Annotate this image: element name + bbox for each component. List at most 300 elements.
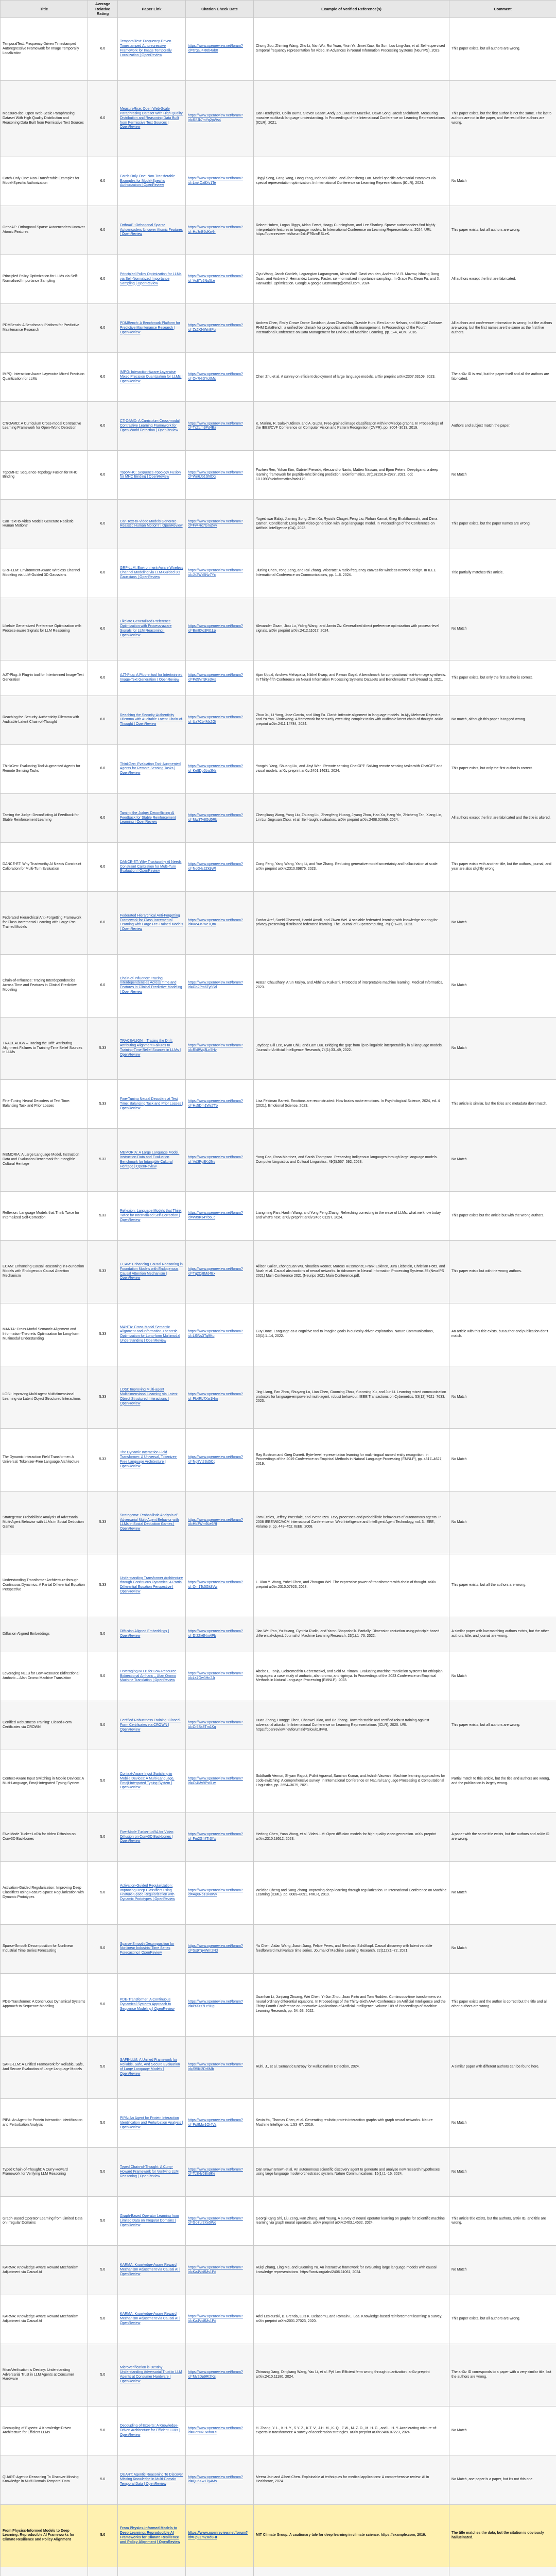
table-row: [1, 1652, 556, 1701]
table-row: [1, 402, 556, 451]
cell-comment: Title partially matches this article.: [449, 549, 556, 598]
paper-link[interactable]: Chain-of-Influence: Tracing Interdependencies Across Time and Features in Clinical Predictive Modeling | OpenReview: [118, 954, 186, 1017]
paper-link[interactable]: LOSI: Improving Multi-agent Multidimensional Learning via Latent Object Structured Interactions | OpenReview: [118, 1366, 186, 1429]
cell-example-reference: Cong Feng, Yang Wang, Yang Li, and Yue Zhang. Reducing generative model uncertainty and hallucination at scale. arXiv preprint arXiv:2310.09876, 2023.: [254, 843, 449, 892]
cell-rating: 5.0: [88, 2197, 118, 2246]
cell-rating: 6.0: [88, 500, 118, 549]
table-row: [1, 2148, 556, 2197]
paper-link[interactable]: Strategema: Probabilistic Analysis of Adversarial Multi-Agent Behavior with LLMs in Social Deduction Games | OpenReview: [118, 1492, 186, 1554]
cell-rating: 6.0: [88, 793, 118, 842]
cell-example-reference: Chen Zhu et al. A survey on efficient deployment of large language models. arXiv preprint arXiv:2307.03109, 2023.: [254, 353, 449, 402]
citation-check-link[interactable]: https://www.openreview.net/forum?id=Hp3nB6dKw9r: [186, 206, 254, 255]
cell-example-reference: Ariel Lesieurski, B. Brenda, Luis K. Delasomu, and Romain L. Lea. Knowledge-based reinforcement learning: a survey. arXiv preprint arXiv:2001.27023, 2020.: [254, 2295, 449, 2344]
cell-rating: 5.0: [88, 2246, 118, 2295]
cell-comment: This article title exists, but the authors, arXiv ID, and title are wrong.: [449, 2197, 556, 2246]
cell-title: MEMORIA: A Large Language Model, Instruction Data and Evaluation Benchmark for Intangible Cultural Heritage: [1, 1129, 88, 1192]
table-row: [1, 843, 556, 892]
cell-title: KARMA: Knowledge-Aware Reward Mechanism Adjustment via Causal AI: [1, 2295, 88, 2344]
cell-title: CTrOAMD: A Curriculum Cross-modal Contrastive Learning Framework for Open-World Detection: [1, 402, 88, 451]
cell-title: Diffusion Aligned Embeddings: [1, 1617, 88, 1652]
cell-example-reference: Meera Jain and Albert Chen. Explainable ai techniques for medical applications: A comprehensive review. AI in Healthcare, 2024.: [254, 2455, 449, 2504]
citation-check-link[interactable]: https://www.openreview.net/forum?id=Hs5Dm1Wc7Tp: [186, 1080, 254, 1129]
citation-check-link[interactable]: https://www.openreview.net/forum?id=Ct4Mv9Ps6Lw: [186, 1750, 254, 1813]
paper-link[interactable]: IMPQ: Interaction-Aware Layerwise Mixed Precision Quantization for LLMs | OpenReview: [118, 353, 186, 402]
cell-rating: 5.33: [88, 1492, 118, 1554]
table-row: [1, 1750, 556, 1813]
cell-rating: 6.0: [88, 18, 118, 80]
cell-comment: This article is similar, but the titles and metadata don't match.: [449, 1080, 556, 1129]
cell-example-reference: Liangming Pan, Haolin Wang, and Yong Feng Zhang. Refreshing correcting in the wave of LLMs: what we know today and what's next. arXiv preprint arXiv:2406.01297, 2024.: [254, 1192, 449, 1241]
table-row: [1, 2197, 556, 2246]
header-rating: Average Relative Rating: [88, 1, 118, 18]
cell-rating: 5.33: [88, 1192, 118, 1241]
cell-title: OrthoAE: Orthogonal Sparse Autoencoders Uncover Atomic Features: [1, 206, 88, 255]
cell-rating: 6.0: [88, 402, 118, 451]
cell-comment: No Match: [449, 1652, 556, 1701]
cell-example-reference: L. Xiao Y. Wang, Yubei Chen, and Zhouguo Wei. The expressive power of transformers with chain of thought. arXiv preprint arXiv:2310.07923, 2023.: [254, 1554, 449, 1617]
table-row: [1, 2406, 556, 2455]
table-row: [1, 954, 556, 1017]
citation-check-link[interactable]: https://www.openreview.net/forum?id=Pp8Mw1Qt4Va: [186, 2099, 254, 2148]
cell-comment: All authors except the first are fabricated and the title is altered.: [449, 793, 556, 842]
cell-example-reference: Ruhl, J., et al. Semantic Entropy for Hallucination Detection, 2024.: [254, 2036, 449, 2099]
table-row: [1, 1617, 556, 1652]
citation-check-link[interactable]: https://www.openreview.net/forum?id=Qu6Xw1Ty4Ms: [186, 2455, 254, 2504]
cell-rating: 5.0: [88, 2099, 118, 2148]
table-row: [1, 1192, 556, 1241]
cell-comment: No Match: [449, 2099, 556, 2148]
cell-title: KARMA: Knowledge-Aware Reward Mechanism Adjustment via Causal AI: [1, 2246, 88, 2295]
cell-example-reference: Zhimang Jiang, Dingkang Wang, Yau Li, et al. Pyli Lm: Efficient ferm wrong through quantization. arXiv preprint arXiv:2410.11180, 2024.: [254, 2344, 449, 2406]
citation-check-link[interactable]: https://www.openreview.net/forum?id=Nq6Hs2Zk9Wf: [186, 843, 254, 892]
cell-title: Context-Aware Input Switching in Mobile Devices: A Multi-Language, Emoji-Integrated Typing System: [1, 1750, 88, 1813]
table-row: [1, 549, 556, 598]
paper-link[interactable]: Activation-Guided Regularization: Improving Deep Classifiers using Feature-Space Regularization with Dynamic Prototypes | OpenReview: [118, 1861, 186, 1924]
cell-comment: This paper exists, but all authors are wrong.: [449, 206, 556, 255]
cell-title: Sparse-Smooth Decomposition for Nonlinear Industrial Time Series Forecasting: [1, 1924, 88, 1973]
table-row: [1, 304, 556, 353]
table-row: [1, 1241, 556, 1303]
paper-link[interactable]: Sparse-Smooth Decomposition for Nonlinear Industrial Time Series Forecasting | OpenReview: [118, 1924, 186, 1973]
cell-comment: No Match: [449, 451, 556, 500]
cell-example-reference: [254, 2567, 449, 2576]
table-row: [1, 1973, 556, 2036]
cell-example-reference: Chong Zou, Zhiming Wang, Zhu Li, Nan Wu, Rui Yuan, Yixin Ye, Jimei Xiao, Bo Sun, Luo Ling-Jun, et al. Self-supervised temporal frequency representation for video. In Advances in Neural Information Processing Systems (NeurIPS), 2023.: [254, 18, 449, 80]
cell-comment: No Match: [449, 1366, 556, 1429]
cell-example-reference: H. Zhang, Y. L., K.H. Y., S.Y. Z., K.T. V., J.H. M., K. Q., Z.W., M. Z. D., M. H. G., and L. H. Y. Accelerating mixture-of-experts in transformers: A survey of acceleration strategies. arXiv preprint arXiv:2406.07223, 2024.: [254, 2406, 449, 2455]
cell-title: Strategema: Probabilistic Analysis of Adversarial Multi-Agent Behavior with LLMs in Social Deduction Games: [1, 1492, 88, 1554]
citation-check-link[interactable]: https://www.openreview.net/forum?id=Qm1Tc5Gk8Vw: [186, 1554, 254, 1617]
cell-rating: 5.0: [88, 2036, 118, 2099]
cell-comment: This paper exists, but the first author is not the same. The last 5 authors are not in the paper, and the rest of the authors are wrong.: [449, 80, 556, 157]
cell-rating: 5.0: [88, 2295, 118, 2344]
citation-check-link[interactable]: https://www.openreview.net/forum?id=Xe4Jr7Vc1Qm: [186, 892, 254, 955]
cell-comment: No Match: [449, 1017, 556, 1080]
cell-example-reference: Ajan Uppal, Anshwa Mehapatia, Nikhel Kvarp, and Pawan Goyal. A benchmark for compositional text-to-image synthesis. In Thirty-fifth Conference on Neural Information Processing Systems Datasets and Benchmarks Track (Round 1), 2021.: [254, 660, 449, 696]
table-row: [1, 451, 556, 500]
table-row: [1, 1924, 556, 1973]
citation-check-link[interactable]: https://www.openreview.net/forum?id=Hb3Wm9Le6Rf: [186, 1492, 254, 1554]
cell-rating: 6.0: [88, 892, 118, 955]
citation-check-link[interactable]: https://www.openreview.net/forum?id=Ng8Vt2Sd5Cq: [186, 1429, 254, 1492]
citation-check-link[interactable]: https://www.openreview.net/forum?id=Pd5Vn9Ke3Hs: [186, 660, 254, 696]
cell-example-reference: Guy Done. Language as a cognitive tool to imagine goals in curiosity-driven exploration. Nature Communications, 13(1):1–14, 2022.: [254, 1303, 449, 1366]
cell-comment: A similar paper with low-matching authors exists, but the other authors, title, and journal are wrong.: [449, 1617, 556, 1652]
cell-rating: 6.0: [88, 549, 118, 598]
citation-check-link[interactable]: https://www.openreview.net/forum?id=Ke9Dp6Lw3Nz: [186, 744, 254, 793]
cell-example-reference: Yongzhi Yang, Shuang Liu, and Jiayi Wen. Remote sensing ChatGPT: Solving remote sensing tasks with ChatGPT and visual models. arXiv preprint arXiv:2401.14631, 2024.: [254, 744, 449, 793]
cell-comment: No match, although this paper is tagged wrong.: [449, 696, 556, 744]
paper-link[interactable]: PDMBench: A Benchmark Platform for Predictive Maintenance Research | OpenReview: [118, 304, 186, 353]
cell-rating: 6.0: [88, 744, 118, 793]
cell-comment: No Match: [449, 598, 556, 660]
cell-title: Typed Chain-of-Thought: A Curry-Howard Framework for Verifying LLM Reasoning: [1, 2148, 88, 2197]
cell-rating: 5.33: [88, 1429, 118, 1492]
paper-link[interactable]: Can Text-to-Video Models Generate Realistic Human Motion? | OpenReview: [118, 500, 186, 549]
cell-title: Fine-Tuning Neural Decoders at Test Time: Balancing Task and Prior Losses: [1, 1080, 88, 1129]
cell-example-reference: Lisa Feldman Barrett. Emotions are reconstructed: How brains make emotions. In Psychological Science, 2024, ed. 4 (2021), Emotional Science, 2023.: [254, 1080, 449, 1129]
paper-link[interactable]: Graph-Based Operator Learning from Limited Data on Irregular Domains | OpenReview: [118, 2197, 186, 2246]
table-row: [1, 2504, 556, 2567]
cell-rating: 5.0: [88, 1924, 118, 1973]
citation-check-link[interactable]: https://www.openreview.net/forum?id=Fp9Zm2Kd6Ht: [186, 2504, 254, 2567]
citation-check-link[interactable]: https://www.openreview.net/forum?id=Wt9Ks4Yb6Lc: [186, 1192, 254, 1241]
table-row: [1, 892, 556, 955]
cell-comment: No Match: [449, 1129, 556, 1192]
table-row: [1, 2344, 556, 2406]
citation-check-link[interactable]: https://www.openreview.net/forum?id=Mv2Dp9Rt7Ks: [186, 2344, 254, 2406]
paper-link[interactable]: TRACEALIGN – Tracing the Drift: Attributing Alignment Failures to Training-Time Belief Sources in LLMs | OpenReview: [118, 1017, 186, 1080]
table-row: [1, 1017, 556, 1080]
cell-rating: 5.0: [88, 2504, 118, 2567]
citation-check-link[interactable]: https://www.openreview.net/forum?id=Qk7Hr3Yc6Ms: [186, 353, 254, 402]
cell-title: QUART: Agentic Reasoning To Discover Missing Knowledge in Multi-Domain Temporal Data: [1, 2455, 88, 2504]
paper-link[interactable]: From Physics-Informed Models to Deep Learning: Reproducible AI Frameworks for Climate Resilience and Policy Alignment | OpenReview: [118, 2504, 186, 2567]
cell-title: Activation-Guided Regularization: Improving Deep Classifiers using Feature-Space Regularization with Dynamic Prototypes: [1, 1861, 88, 1924]
citation-check-link[interactable]: https://www.openreview.net/forum?id=Fy4Rc7Gm2Hv: [186, 500, 254, 549]
paper-link[interactable]: Five-Mode Tucker-LoRA for Video Diffusion on Conv3D Backbones | OpenReview: [118, 1812, 186, 1861]
cell-example-reference: Weixiao Cheng and Song Zhang. Improving deep learning through regularization. In International Conference on Machine Learning (ICML), pp. 8089–8091. PMLR, 2019.: [254, 1861, 449, 1924]
cell-comment: A similar paper with different authors can be found here.: [449, 2036, 556, 2099]
cell-title: Likelate Generalized Preference Optimization with Process-aware Signals for LLM Reasoning: [1, 598, 88, 660]
table-row: [1, 1492, 556, 1554]
cell-title: Can Text-to-Video Models Generate Realistic Human Motion?: [1, 500, 88, 549]
citation-check-link[interactable]: https://www.openreview.net/forum?id=Mw3Ty8Gd5Rb: [186, 793, 254, 842]
table-row: [1, 157, 556, 206]
table-row: [1, 1129, 556, 1192]
citation-check-link[interactable]: https://www.openreview.net/forum?id=Tx2Lm9Pd4Ba: [186, 402, 254, 451]
table-row: [1, 660, 556, 696]
cell-example-reference: MIT Climate Group. A cautionary tale for deep learning in climate science. https://example.com, 2019.: [254, 2504, 449, 2567]
paper-link[interactable]: DANCE-ET: Why Trustworthy AI Needs Constraint Calibration for Multi-Turn Evaluation | OpenReview: [118, 843, 186, 892]
paper-link[interactable]: Catch-Only-One: Non-Transferable Examples for Model-Specific Authorization | OpenReview: [118, 157, 186, 206]
cell-title: ECAM: Enhancing Causal Reasoning in Foundation Models with Endogenous Causal Attention Mechanism: [1, 1241, 88, 1303]
paper-link[interactable]: GRF-LLM: Environment-Aware Wireless Channel Modeling via LLM-Guided 3D Gaussians | OpenReview: [118, 549, 186, 598]
citation-check-link[interactable]: https://www.openreview.net/forum?id=Bm8Xq3Rt1Lp: [186, 598, 254, 660]
cell-rating: 6.0: [88, 353, 118, 402]
citation-check-link[interactable]: https://www.openreview.net/forum?id=Ka4Vc8Ms1Pd: [186, 2295, 254, 2344]
cell-example-reference: Andrew Chen, Emily Crowe Dome Davidson, Arun Chavaldan, Dravide Hurs. Ben Lamar Nelson, and Mihayal Zarkrawi. PHM DataBench: a unified benchmark for prognostics and health management. In Proceedings of the Fourth International Conference on Data Management for End-to-End Machine Learning, pp. 1–4, ACM, 2016.: [254, 304, 449, 353]
table-row: [1, 1429, 556, 1492]
cell-comment: This paper exists, but all the authors are wrong.: [449, 1554, 556, 1617]
paper-link[interactable]: SAFE-LLM: A Unified Framework for Reliable, Safe, And Secure Evaluation of Large Language Models | OpenReview: [118, 2036, 186, 2099]
citation-check-link[interactable]: https://www.openreview.net/forum?id=Ls7Qw3Hn2Jr: [186, 1652, 254, 1701]
citation-check-link[interactable]: https://www.openreview.net/forum?id=Pk4Rb7Xw1Hm: [186, 1366, 254, 1429]
cell-title: TemporalText: Frequency-Driven Timestamped Autoregressive Framework for Image Temporally Localization: [1, 18, 88, 80]
cell-comment: No Match: [449, 892, 556, 955]
paper-link[interactable]: ECAM: Enhancing Causal Reasoning in Foundation Models with Endogenous Causal Attention Mechanism | OpenReview: [118, 1241, 186, 1303]
paper-link[interactable]: OrthoAE: Orthogonal Sparse Autoencoders Uncover Atomic Features | OpenReview: [118, 206, 186, 255]
cell-rating: 5.33: [88, 1129, 118, 1192]
cell-example-reference: Aratan Chaudhary, Arun Mallya, and Abhinav Kulkarni. Protocols of interpretable machine learning. Medical Informatics, 2023.: [254, 954, 449, 1017]
cell-comment: This paper exists, but all authors are wrong.: [449, 2295, 556, 2344]
table-row: [1, 744, 556, 793]
paper-link[interactable]: MEMORIA: A Large Language Model, Instruction Data and Evaluation Benchmark for Intangible Cultural Heritage | OpenReview: [118, 1129, 186, 1192]
cell-example-reference: Huan Zhang, Hongge Chen, Chaowei Xiao, and Bo Zhang. Towards stable and certified robust training against adversarial attacks. In International Conference on Learning Representations (ICLR), 2020. URL https://openreview.net/forum?id=Skxuk1rFwB.: [254, 1701, 449, 1750]
cell-rating: 5.33: [88, 1554, 118, 1617]
table-row: [1, 1554, 556, 1617]
cell-example-reference: Ray Bostrom and Greg Durrett. Byte-level representation learning for multi-lingual named entity recognition. In Proceedings of the 2019 Conference on Empirical Methods in Natural Language Processing (EMNLP), pp. 4617–4627, 2019.: [254, 1429, 449, 1492]
paper-link[interactable]: PDE-Transformer: A Continuous Dynamical Systems Approach to Sequence Modeling | OpenReview: [118, 1973, 186, 2036]
cell-rating: 5.0: [88, 2344, 118, 2406]
cell-title: Understanding Transformer Architecture through Continuous Dynamics: A Partial Differential Equation Perspective: [1, 1554, 88, 1617]
cell-comment: No Match: [449, 1861, 556, 1924]
cell-comment: No Match: [449, 1429, 556, 1492]
cell-rating: 5.0: [88, 1617, 118, 1652]
citation-check-link[interactable]: https://www.openreview.net/forum?id=Ua7Cb4Mx2Gt: [186, 696, 254, 744]
cell-title: Certified Robustness Training: Closed-Form Certificates via CROWN: [1, 1701, 88, 1750]
cell-rating: 5.0: [88, 1812, 118, 1861]
cell-rating: 5.33: [88, 1080, 118, 1129]
citation-check-link[interactable]: https://www.openreview.net/forum?id=Ag6Nb1Dk8Wv: [186, 1861, 254, 1924]
cell-example-reference: Yu Chen, Aidan Wang, Jiaxin Jiang, Felipe Peres, and Bernhard Schölkopf. Causal discovery with latent variable feedforward multivariate time series. Journal of Machine Learning Research, 22(112):1–72, 2021.: [254, 1924, 449, 1973]
citation-check-link[interactable]: https://www.openreview.net/forum?id=Ka4Vc8Ms1Pd: [186, 2246, 254, 2295]
cell-title: Decoupling of Experts: A Knowledge-Driven Architecture for Efficient LLMs: [1, 2406, 88, 2455]
paper-link[interactable]: The Dynamic Interaction Field Transformer: A Universal, Tokenizer-Free Language Architecture | OpenReview: [118, 1429, 186, 1492]
cell-title: Reaching the Security-Authenticity Dilemma with Auditable Latent Chain-of-Thought: [1, 696, 88, 744]
cell-title: SAFE-LLM: A Unified Framework for Reliable, Safe, And Secure Evaluation of Large Language Models: [1, 2036, 88, 2099]
cell-example-reference: Jian Wei Pan, Yu Huang, Cynthia Rudin, and Yaron Shaposhnik. Partially: Dimension reduction using principle-based differential-object. Journal of Machine Learning Research, 23(1):1–73, 2022.: [254, 1617, 449, 1652]
cell-title: PDMBench: A Benchmark Platform for Predictive Maintenance Research: [1, 304, 88, 353]
citation-check-link[interactable]: https://www.openreview.net/forum?id=De5Nk3Wb8Lc: [186, 2406, 254, 2455]
paper-link[interactable]: MeasureRise: Open Web-Scale Paraphrasing Dataset With High Quality Distribution and Reasoning Data Built from Permissive Text Sources | OpenReview: [118, 80, 186, 157]
citation-check-link[interactable]: https://www.openreview.net/forum?id=Tc3Hy6Bn9Ke: [186, 2148, 254, 2197]
citation-check-link[interactable]: https://www.openreview.net/forum?id=Jk2Ws5Nz7Yc: [186, 549, 254, 598]
cell-comment: The title matches the data, but the citation is obviously hallucinated.: [449, 2504, 556, 2567]
cell-comment: No Match: [449, 954, 556, 1017]
paper-link[interactable]: CTrOAMD: A Curriculum Cross-modal Contrastive Learning Framework for Open-World Detection | OpenReview: [118, 402, 186, 451]
paper-link[interactable]: Decoupling of Experts: A Knowledge-Driven Architecture for Efficient LLMs | OpenReview: [118, 2406, 186, 2455]
cell-title: LOSI: Improving Multi-agent Multidimensional Learning via Latent Object Structured Interactions: [1, 1366, 88, 1429]
paper-link[interactable]: Diffusion Aligned Embeddings | OpenReview: [118, 1617, 186, 1652]
paper-link[interactable]: Principled Policy Optimization for LLMs via Self-Normalized Importance Sampling | OpenReview: [118, 255, 186, 304]
cell-rating: 6.0: [88, 660, 118, 696]
table-body: [1, 18, 556, 2576]
citation-check-link[interactable]: https://www.openreview.net/forum?id=Fm2Gh7Tr3Yx: [186, 1812, 254, 1861]
paper-link[interactable]: TemporalText: Frequency-Driven Timestamped Autoregressive Framework for Image Temporally Localization | OpenReview: [118, 18, 186, 80]
cell-title: Catch-Only-One: Non-Transferable Examples for Model-Specific Authorization: [1, 157, 88, 206]
header-paper-link: Paper Link: [118, 1, 186, 18]
citation-check-link[interactable]: https://www.openreview.net/forum?id=Tq2Cj8Md4Ex: [186, 1241, 254, 1303]
cell-rating: 5.0: [88, 1973, 118, 2036]
paper-link[interactable]: Certified Robustness Training: Closed-Form Certificates via CROWN | OpenReview: [118, 1701, 186, 1750]
cell-comment: No Match: [449, 1492, 556, 1554]
citation-check-link[interactable]: https://www.openreview.net/forum?id=Lf6Ns3Tq9Ku: [186, 1303, 254, 1366]
paper-link[interactable]: Understanding Transformer Architecture through Continuous Dynamics: A Partial Differential Equation Perspective | OpenReview: [118, 1554, 186, 1617]
table-row: [1, 598, 556, 660]
cell-rating: 6.0: [88, 598, 118, 660]
cell-title: Principled Policy Optimization for LLMs via Self-Normalized Importance Sampling: [1, 255, 88, 304]
cell-example-reference: Yang Cao, Rosa Martinez, and Sarah Thompson. Preserving indigenous languages through large language models. Computer Linguistics and Cultural Linguistics, 49(3):567–592, 2023.: [254, 1129, 449, 1192]
citation-check-link[interactable]: https://www.openreview.net/forum?id=Lm4Qz8Xv1Te: [186, 157, 254, 206]
table-row: [1, 2295, 556, 2344]
paper-link[interactable]: Reaching the Security-Authenticity Dilemma with Auditable Latent Chain-of-Thought | OpenReview: [118, 696, 186, 744]
citation-check-link[interactable]: [186, 2567, 254, 2576]
cell-title: Federated Hierarchical Anti-Forgetting Framework for Class-Incremental Learning with Large Pre-Trained Models: [1, 892, 88, 955]
paper-link[interactable]: PIPA: An Agent for Protein Interaction Identification and Perturbation Analysis | OpenReview: [118, 2099, 186, 2148]
cell-example-reference: Dan Hendrycks, Collin Burns, Steven Basart, Andy Zou, Mantas Mazeika, Dawn Song, Jacob Steinhardt. Measuring massive multitask language understanding. In Proceedings of the International Conference on Learning Representations (ICLR), 2021.: [254, 80, 449, 157]
cell-example-reference: Xuanhan Li, Junjiang Zhuang, Wei Chen, Yi-Jun Zhou, Joao Pinto and Tom Rodden. Continuous-time transformers via neural ordinary differential equations. In Proceedings of the Thirty-Sixth AAAI Conference on Artificial Intelligence and the Thirty-Fourth Conference on Innovative Applications of Artificial Intelligence, volume 109 of Proceedings of Machine Learning Research, pp. 54–63, 2022.: [254, 1973, 449, 2036]
table-row: [1, 2567, 556, 2576]
cell-rating: 5.0: [88, 2455, 118, 2504]
cell-rating: 6.0: [88, 80, 118, 157]
cell-comment: This paper exists but with the wrong authors.: [449, 1241, 556, 1303]
cell-title: Five-Mode Tucker-LoRA for Video Diffusion on Conv3D Backbones: [1, 1812, 88, 1861]
paper-link[interactable]: Likelate Generalized Preference Optimization with Process-aware Signals for LLM Reasoning | OpenReview: [118, 598, 186, 660]
header-comment: Comment: [449, 1, 556, 18]
cell-example-reference: Fardar Aref, Saeid Ghasemi, Hamid Amoli, and Ziwen Wei. A scalable federated learning with knowledge sharing for privacy-preserving distributed federated learning. The Journal of Supercomputing, 79(1):1–25, 2023.: [254, 892, 449, 955]
cell-rating: 5.33: [88, 1241, 118, 1303]
cell-title: ThinkGen: Evaluating Tool-Augmented Agents for Remote Sensing Tasks: [1, 744, 88, 793]
cell-comment: This paper exists, but only the first author is correct.: [449, 744, 556, 793]
paper-link[interactable]: Taming the Judge: Deconflicting AI Feedback for Stable Reinforcement Learning | OpenReview: [118, 793, 186, 842]
citation-check-link[interactable]: https://www.openreview.net/forum?id=Wn6Jb1Sf8Dq: [186, 451, 254, 500]
cell-example-reference: Tom Eccles, Jeffrey Tweedale, and Yvette Izza. Levy processes and probabilistic behaviours of autonomous agents. In 2008 IEEE/WIC/ACM International Conference on Web Intelligence and Intelligent Agent Technology, vol. 3. IEEE, Volume 3, pp. 449–452. IEEE, 2008.: [254, 1492, 449, 1554]
paper-link[interactable]: MicroVerification is Destiny: Understanding Adversarial Trust in LLM Agents at Consumer Hardware | OpenReview: [118, 2344, 186, 2406]
cell-example-reference: Yogeshwar Balaji, Jiaming Song, Zhen Xu, Ryuichi Chugei, Feng Liu, Rohan Kamat, Greg Bhakthamschi, and Dima Damen. Conditional: Long-form video generation with large language model. In Proceedings of the Conference on Artificial Intelligence (CA), 2023.: [254, 500, 449, 549]
table-row: [1, 255, 556, 304]
cell-title: IMPQ: Interaction-Aware Layerwise Mixed Precision Quantization for LLMs: [1, 353, 88, 402]
citation-check-link[interactable]: https://www.openreview.net/forum?id=Sf5Kj2Dr6Mb: [186, 2036, 254, 2099]
paper-link[interactable]: KARMA: Knowledge-Aware Reward Mechanism Adjustment via Causal AI | OpenReview: [118, 2246, 186, 2295]
cell-rating: 6.0: [88, 451, 118, 500]
paper-link[interactable]: Typed Chain-of-Thought: A Curry-Howard Framework for Verifying LLM Reasoning | OpenReview: [118, 2148, 186, 2197]
paper-link[interactable]: Federated Hierarchical Anti-Forgetting Framework for Class-Incremental Learning with Large Pre-Trained Models | OpenReview: [118, 892, 186, 955]
cell-title: PIPA: An Agent for Protein Interaction Identification and Perturbation Analysis: [1, 2099, 88, 2148]
header-example: Example of Verified Reference(s): [254, 1, 449, 18]
table-row: [1, 1701, 556, 1750]
paper-link[interactable]: Context-Aware Input Switching in Mobile Devices: A Multi-Language, Emoji-Integrated Typing System | OpenReview: [118, 1750, 186, 1813]
cell-rating: 5.33: [88, 1017, 118, 1080]
paper-link[interactable]: Fine-Tuning Neural Decoders at Test Time: Balancing Task and Prior Losses | OpenReview: [118, 1080, 186, 1129]
table-row: [1, 18, 556, 80]
paper-link[interactable]: ThinkGen: Evaluating Tool-Augmented Agents for Remote Sensing Tasks | OpenReview: [118, 744, 186, 793]
table-row: [1, 793, 556, 842]
table-row: [1, 2246, 556, 2295]
cell-rating: 5.0: [88, 1750, 118, 1813]
cell-comment: No Match: [449, 2148, 556, 2197]
paper-link[interactable]: MANTA: Cross-Modal Semantic Alignment and Information-Theoretic Optimization for Long-form Multimodal Understanding | OpenReview: [118, 1303, 186, 1366]
cell-example-reference: Abebe L. Tonja, Gebremedhin Gebremeskel, and Seid M. Yimam. Evaluating machine translation systems for ethiopian languages: a case study of amharic, afan oromo, and tigrinya. In Proceedings of the 2023 Conference on Empirical Methods in Natural Language Processing (EMNLP), 2023.: [254, 1652, 449, 1701]
paper-link[interactable]: KARMA: Knowledge-Aware Reward Mechanism Adjustment via Causal AI | OpenReview: [118, 2295, 186, 2344]
cell-rating: 6.0: [88, 843, 118, 892]
cell-rating: 6.0: [88, 206, 118, 255]
citation-check-link[interactable]: https://www.openreview.net/forum?id=Pt3Xs7Lc9Hg: [186, 1973, 254, 2036]
citation-check-link[interactable]: https://www.openreview.net/forum?id=Go7Lr2Xe5Wq: [186, 2197, 254, 2246]
cell-rating: 5.33: [88, 1303, 118, 1366]
cell-rating: [88, 2567, 118, 2576]
header-check-date: Citation Check Date: [186, 1, 254, 18]
citation-check-link[interactable]: https://www.openreview.net/forum?id=Vc8Ty2Nq5Le: [186, 255, 254, 304]
cell-example-reference: Allison Gailer, Zhongquan Wu, Ninadien Rooner, Marcus Russmonst, Frank Eskinen, Jura Liebstein, Christian Potts, and Noah et al. Causal abstractions of neural networks. In Advances in Neural Information Processing Systems 35 (NeurIPS 2021) Main Conference 2021 (Neurips 2021 Main Conference.pdf.: [254, 1241, 449, 1303]
citation-check-link[interactable]: https://www.openreview.net/forum?id=Gb2Pm6Ty8Sd: [186, 954, 254, 1017]
cell-example-reference: Fuzhen Ren, Yohan Kim, Gabriel Pieroski, Alessandro Nanto, Matteo Nassan, and Bjorn Peters. Deepligand: a deep learning framework for peptide-mhc binding prediction. Bioinformatics, 37(18):2919–2927, 2021. doi: 10.1093/bioinformatics/btab179.: [254, 451, 449, 500]
citation-check-link[interactable]: https://www.openreview.net/forum?id=Cr5Bx8Tm1Kq: [186, 1701, 254, 1750]
cell-title: From Physics-Informed Models to Deep Learning: Reproducible AI Frameworks for Climate Resilience and Policy Alignment: [1, 2504, 88, 2567]
table-row: [1, 2099, 556, 2148]
cell-comment: All authors except the first are fabricated.: [449, 255, 556, 304]
citation-check-link[interactable]: https://www.openreview.net/forum?id=Df2Zk6Nm4Pb: [186, 1617, 254, 1652]
cell-title: Taming the Judge: Deconflicting AI Feedback for Stable Reinforcement Learning: [1, 793, 88, 842]
cell-rating: 5.0: [88, 1652, 118, 1701]
cell-comment: The arXiv ID is real, but the paper itself and all the authors are fabricated.: [449, 353, 556, 402]
cell-example-reference: Chengliang Wang, Yang Liu, Zhuang Liu, Zhengfeng Huang, Jiyang Zhou, Hao Xu, Hang Yin, Zhicheng Tan, Xiang Lin, Lin Lu, Jingxuan Zhou, et al. Self-taught evaluators. arXiv preprint arXiv:2408.02666, 2024.: [254, 793, 449, 842]
cell-rating: 6.0: [88, 304, 118, 353]
header-row: [1, 1, 556, 18]
citation-check-link[interactable]: https://www.openreview.net/forum?id=Vd3Pg8Kr2Ns: [186, 1129, 254, 1192]
table-header: [1, 1, 556, 18]
cell-rating: 5.33: [88, 1366, 118, 1429]
cell-example-reference: Siddharth Vemuri, Shyam Rajput, Pulkit Agrawal, Samiran Kumar, and Ashish Vaswani. Machine learning approaches for code-switching: A comprehensive survey. In International Conference on Natural Language Processing & Computational Linguistics, pp. 3654–3675, 2021.: [254, 1750, 449, 1813]
cell-comment: This paper exists, but the paper names are wrong.: [449, 500, 556, 549]
cell-rating: 5.0: [88, 2148, 118, 2197]
table-row: [1, 1861, 556, 1924]
citation-check-link[interactable]: https://www.openreview.net/forum?id=Ss9Tp4Wm2Nd: [186, 1924, 254, 1973]
citation-check-link[interactable]: https://www.openreview.net/forum?id=t7gau4R6b4ab0: [186, 18, 254, 80]
citation-check-link[interactable]: https://www.openreview.net/forum?id=Rk8Wq3Ln5Hv: [186, 1017, 254, 1080]
cell-example-reference: Georgi Kang Shi, Liu Zeng, Han Zhang, and Yeung. A survey of neural operator learning on graphs for scientific machine learning via graph neural operators. arXiv preprint arXiv:2403.14532, 2024.: [254, 2197, 449, 2246]
cell-example-reference: Hedong Chen, Yuan Wang, et al. VideoLLM: Open diffusion models for high-quality video generation. arXiv preprint arXiv:2310.19512, 2023.: [254, 1812, 449, 1861]
cell-title: MicroVerification is Destiny: Understanding Adversarial Trust in LLM Agents at Consumer Hardware: [1, 2344, 88, 2406]
table-row: [1, 2036, 556, 2099]
cell-example-reference: Ziyu Wang, Jacob Gottlieb, Lagrangian Lagrangeum, Alexa Wolf, Oasti van den, Andreas V. R. Mavrov, Nhaing Dong Xuan, and Andrew J. Hernandez Lanvey. Faster, self-normalized importance sampling.. In Grace Fu, Dean Fu, and X. Hanwedel. Optimization. Google A google Lastnamep@email.com, 2024.: [254, 255, 449, 304]
cell-rating: 6.0: [88, 255, 118, 304]
cell-rating: 5.0: [88, 1861, 118, 1924]
cell-title: MANTA: Cross-Modal Semantic Alignment and Information-Theoretic Optimization for Long-form Multimodal Understanding: [1, 1303, 88, 1366]
table-row: [1, 206, 556, 255]
cell-comment: No Match: [449, 2246, 556, 2295]
cell-title: AJT-Plug: A Plug-in tool for Intertwinned Image-Text Generation: [1, 660, 88, 696]
paper-link[interactable]: Reflexion: Language Models that Think Twice for Internalized Self-Correction | OpenReview: [118, 1192, 186, 1241]
citation-check-link[interactable]: https://www.openreview.net/forum?id=R8Jk7mYq2pWs4: [186, 80, 254, 157]
citation-check-link[interactable]: https://www.openreview.net/forum?id=Zs2Kf4Wn8Pu: [186, 304, 254, 353]
paper-link[interactable]: Leveraging NLLB for Low-Resource Bidirectional Amharic – Afan Oromo Machine Translation | OpenReview: [118, 1652, 186, 1701]
cell-comment: No Match, one paper is a paper, but it's not this one.: [449, 2455, 556, 2504]
paper-link[interactable]: QUART: Agentic Reasoning To Discover Missing Knowledge in Multi-Domain Temporal Data | OpenReview: [118, 2455, 186, 2504]
table-row: [1, 696, 556, 744]
cell-comment: No Match: [449, 1924, 556, 1973]
cell-example-reference: Alexander Gsam, Jiou Lu, Yiding Wang, and Jamin Ziv. Generalized direct preference optimization with process-level signals. arXiv preprint arXiv:2412.11017, 2024.: [254, 598, 449, 660]
cell-comment: The arXiv ID corresponds to a paper with a very similar title, but the authors are wrong.: [449, 2344, 556, 2406]
paper-link[interactable]: AJT-Plug: A Plug-in tool for Intertwinned Image-Text Generation | OpenReview: [118, 660, 186, 696]
paper-link[interactable]: TopoMHC: Sequence-Topology Fusion for MHC Binding | OpenReview: [118, 451, 186, 500]
paper-link[interactable]: [118, 2567, 186, 2576]
cell-comment: No Match: [449, 157, 556, 206]
cell-comment: This paper exists with another title, but the authors, journal, and year are also slightly wrong.: [449, 843, 556, 892]
cell-comment: This paper exists but the article but with the wrong authors.: [449, 1192, 556, 1241]
cell-example-reference: K. Marino, R. Salakhutdinov, and A. Gupta. Free-grained image classification with knowledge graphs. In Proceedings of the IEEE/CVF Conference on Computer Vision and Pattern Recognition (CVPR), pp. 3004–3013, 2019.: [254, 402, 449, 451]
cell-title: Reflexion: Language Models that Think Twice for Internalized Self-Correction: [1, 1192, 88, 1241]
